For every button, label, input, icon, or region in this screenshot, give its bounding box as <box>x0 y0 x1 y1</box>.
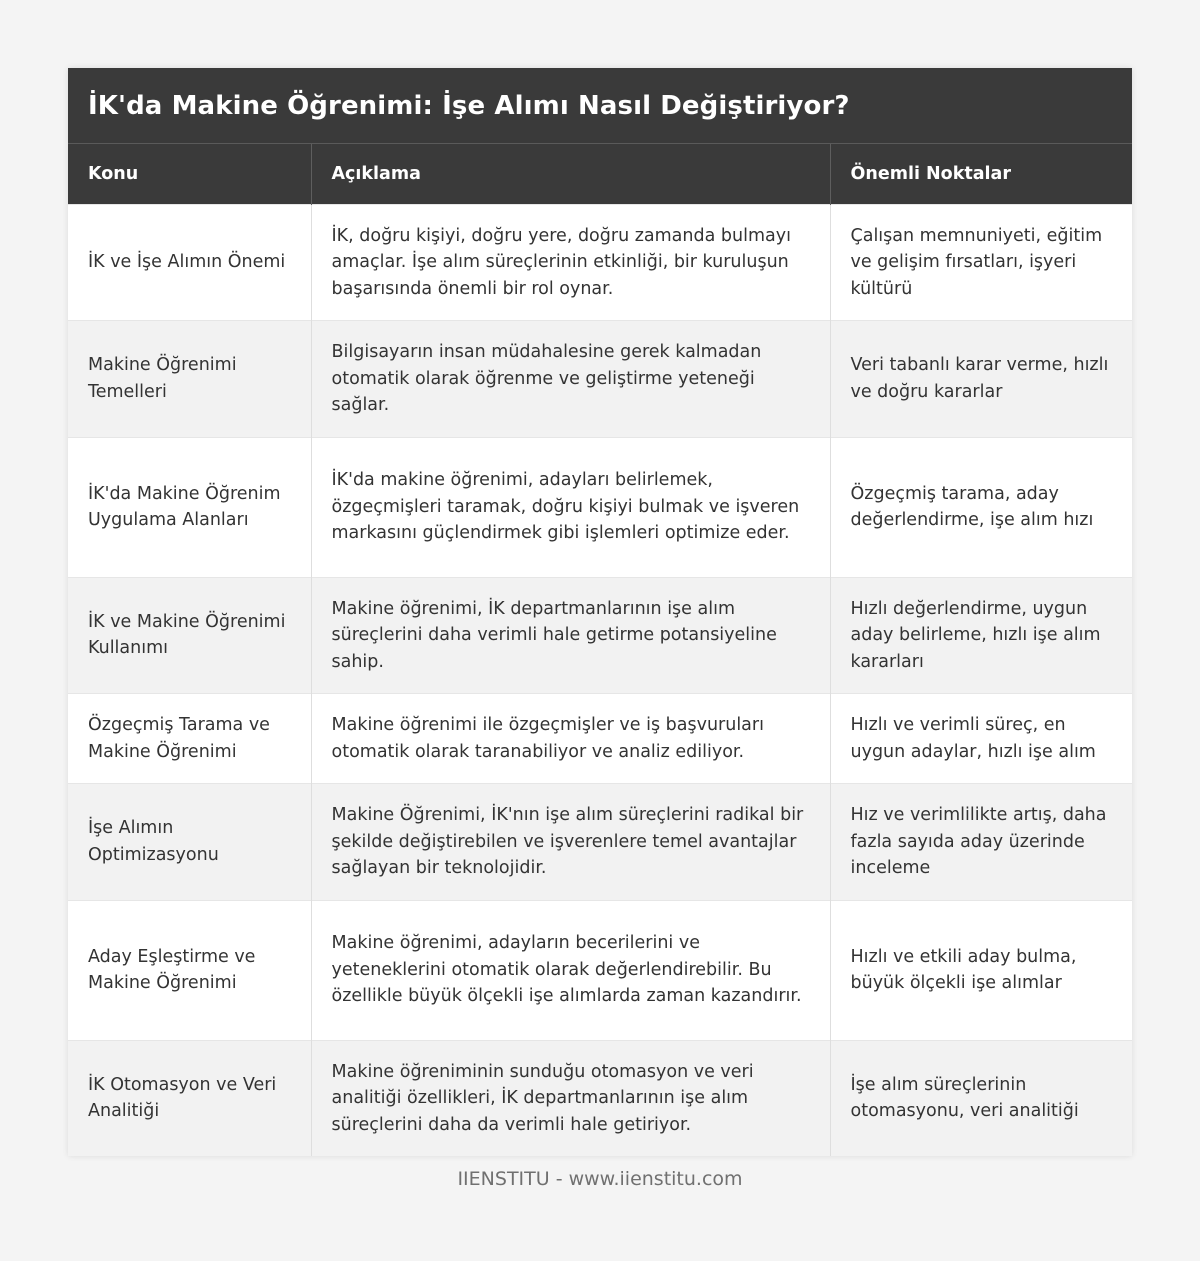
table-cell-description: Makine Öğrenimi, İK'nın işe alım süreçlerini radikal bir şekilde değiştirebilen ve işverenlere temel avantajlar sağlayan bir teknolojidir. <box>311 784 830 901</box>
table-row <box>68 437 1132 577</box>
column-header-konu: Konu <box>68 144 311 204</box>
table-row <box>68 321 1132 438</box>
footer-credit: IIENSTITU - www.iienstitu.com <box>457 1168 743 1190</box>
table-row <box>68 900 1132 1040</box>
table-cell-topic: İK'da Makine Öğrenim Uygulama Alanları <box>68 437 311 577</box>
table-cell-topic: Özgeçmiş Tarama ve Makine Öğrenimi <box>68 694 311 784</box>
table-cell-description: İK'da makine öğrenimi, adayları belirlemek, özgeçmişleri taramak, doğru kişiyi bulmak ve işveren markasını güçlendirmek gibi işlemleri optimize eder. <box>311 437 830 577</box>
table-cell-topic: İK Otomasyon ve Veri Analitiği <box>68 1040 311 1156</box>
table-row <box>68 784 1132 901</box>
table-cell-topic: İK ve İşe Alımın Önemi <box>68 204 311 321</box>
content-card <box>68 68 1132 1156</box>
table-row <box>68 1040 1132 1156</box>
data-table <box>68 144 1132 1156</box>
table-cell-topic: İşe Alımın Optimizasyonu <box>68 784 311 901</box>
table-cell-description: Makine öğrenimi, adayların becerilerini ve yeteneklerini otomatik olarak değerlendirebilir. Bu özellikle büyük ölçekli işe alımlarda zaman kazandırır. <box>311 900 830 1040</box>
column-header-onemli-noktalar: Önemli Noktalar <box>830 144 1132 204</box>
table-cell-description: Makine öğrenimi, İK departmanlarının işe alım süreçlerini daha verimli hale getirme potansiyeline sahip. <box>311 577 830 694</box>
table-cell-key-points: Çalışan memnuniyeti, eğitim ve gelişim fırsatları, işyeri kültürü <box>830 204 1132 321</box>
table-cell-topic: Aday Eşleştirme ve Makine Öğrenimi <box>68 900 311 1040</box>
table-cell-description: Bilgisayarın insan müdahalesine gerek kalmadan otomatik olarak öğrenme ve geliştirme yeteneği sağlar. <box>311 321 830 438</box>
table-cell-key-points: Hızlı değerlendirme, uygun aday belirleme, hızlı işe alım kararları <box>830 577 1132 694</box>
table-cell-topic: Makine Öğrenimi Temelleri <box>68 321 311 438</box>
table-cell-key-points: Özgeçmiş tarama, aday değerlendirme, işe alım hızı <box>830 437 1132 577</box>
table-cell-description: Makine öğreniminin sunduğu otomasyon ve veri analitiği özellikleri, İK departmanlarının işe alım süreçlerini daha da verimli hale getiriyor. <box>311 1040 830 1156</box>
table-cell-description: Makine öğrenimi ile özgeçmişler ve iş başvuruları otomatik olarak taranabiliyor ve analiz ediliyor. <box>311 694 830 784</box>
table-cell-key-points: Hızlı ve verimli süreç, en uygun adaylar, hızlı işe alım <box>830 694 1132 784</box>
column-header-aciklama: Açıklama <box>311 144 830 204</box>
title-bar <box>68 68 1132 144</box>
page-title: İK'da Makine Öğrenimi: İşe Alımı Nasıl Değiştiriyor? <box>88 90 850 121</box>
table-cell-key-points: İşe alım süreçlerinin otomasyonu, veri analitiği <box>830 1040 1132 1156</box>
table-cell-key-points: Hızlı ve etkili aday bulma, büyük ölçekli işe alımlar <box>830 900 1132 1040</box>
table-row <box>68 204 1132 321</box>
table-cell-key-points: Veri tabanlı karar verme, hızlı ve doğru kararlar <box>830 321 1132 438</box>
table-cell-key-points: Hız ve verimlilikte artış, daha fazla sayıda aday üzerinde inceleme <box>830 784 1132 901</box>
table-header-row <box>68 144 1132 204</box>
table-row <box>68 694 1132 784</box>
table-cell-topic: İK ve Makine Öğrenimi Kullanımı <box>68 577 311 694</box>
table-row <box>68 577 1132 694</box>
table-cell-description: İK, doğru kişiyi, doğru yere, doğru zamanda bulmayı amaçlar. İşe alım süreçlerinin etkinliği, bir kuruluşun başarısında önemli bir rol oynar. <box>311 204 830 321</box>
